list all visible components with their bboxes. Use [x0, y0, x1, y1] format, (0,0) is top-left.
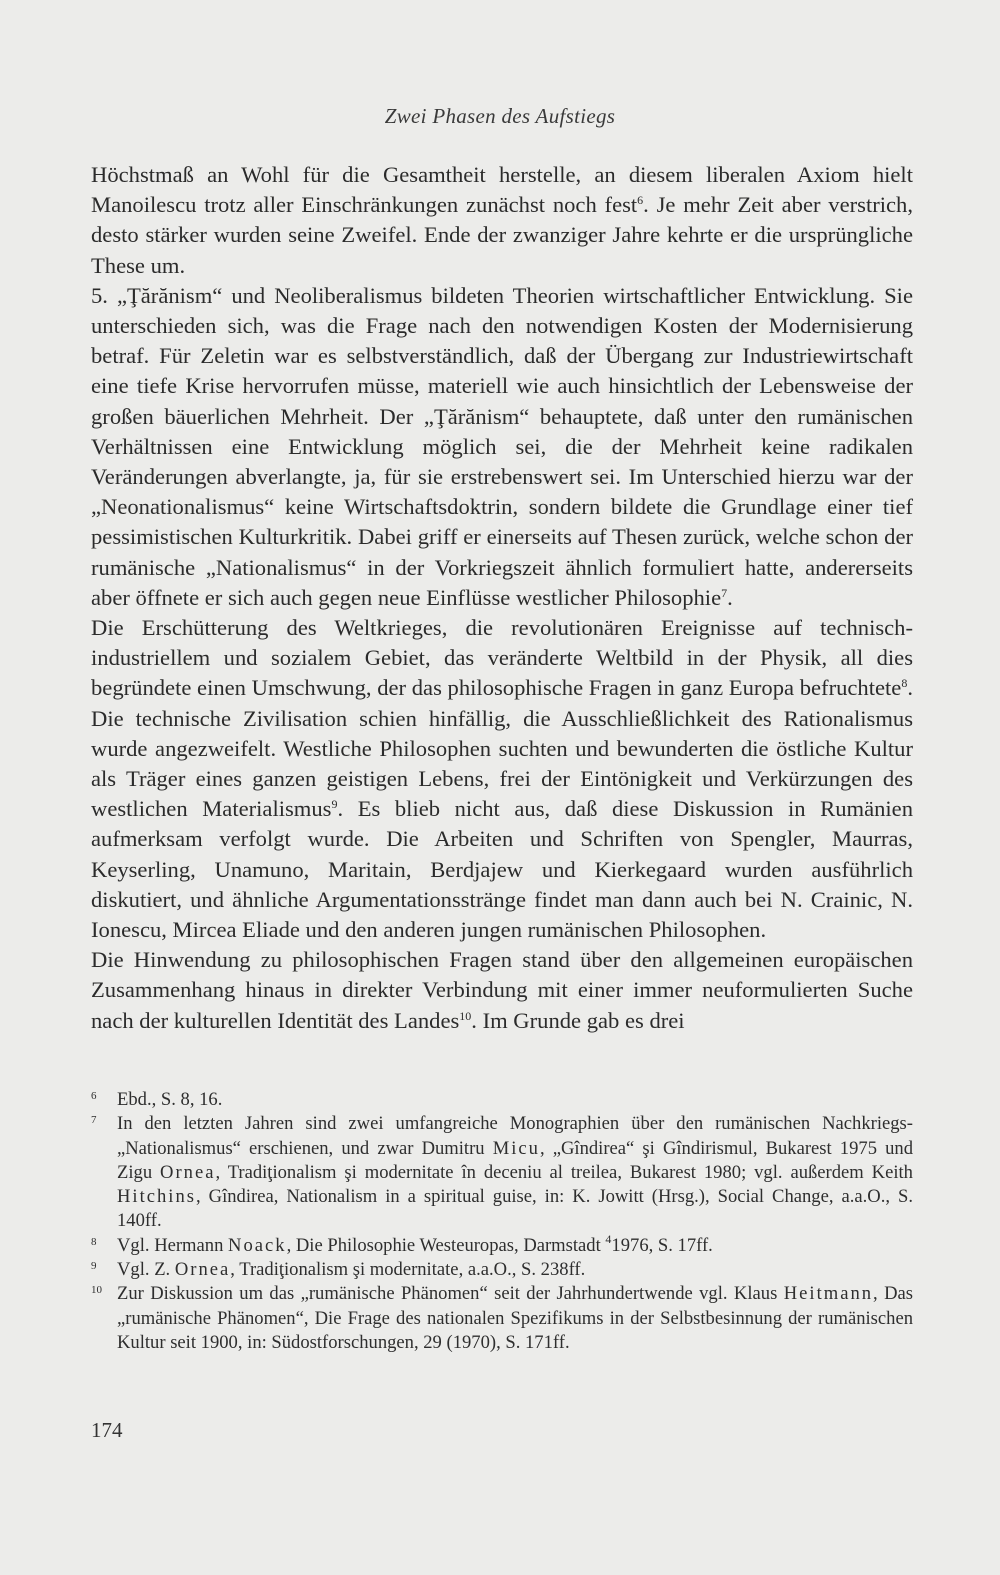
page-number: 174: [91, 1418, 123, 1442]
paragraph: [91, 281, 913, 613]
text-run: Höchstmaß an Wohl für die Gesamtheit herstelle, an diesem liberalen Axiom hielt Manoilescu trotz aller Einschränkungen zunächst noch fest: [91, 162, 913, 218]
text-run: In den letzten Jahren sind zwei umfangreiche Monographien über den rumänischen Nachkriegs-„Nationalismus“ erschienen, und zwar Dumitru: [117, 1113, 913, 1159]
footnote-marker: 10: [459, 1008, 472, 1023]
text-run: . Es blieb nicht aus, daß diese Diskussion in Rumänien aufmerksam verfolgt wurde. Die Arbeiten und Schriften von Spengler, Maurras, Keyserling, Unamuno, Maritain, Berdjajew und Kierkegaard wurden ausführlich diskutiert, und ähnliche Argumentationsstränge findet man dann auch bei N. Crainic, N. Ionescu, Mircea Eliade und den anderen jungen rumänischen Philosophen.: [91, 796, 913, 943]
footnote-marker: 9: [331, 797, 338, 812]
footnote-text: [117, 1231, 913, 1258]
text-run: . Im Grunde gab es drei: [471, 1007, 685, 1033]
text-run: Die Hinwendung zu philosophischen Fragen stand über den allgemeinen europäischen Zusammenhang hinaus in direkter Verbindung mit einer immer neuformulierten Suche nach der kulturellen Identität des Landes: [91, 947, 913, 1033]
footnote-text: [117, 1112, 913, 1233]
author-name: Micu: [492, 1137, 540, 1159]
footnote-marker: 8: [901, 676, 908, 691]
footnote-number: 6: [91, 1090, 97, 1102]
body-text: [91, 160, 913, 1036]
text-run: , „Gîndirea“ şi Gîndirismul, Bukarest 1975 und Zigu: [117, 1137, 913, 1183]
author-name: Heitmann: [783, 1283, 874, 1305]
author-name: Ornea: [160, 1161, 216, 1183]
text-run: 5. „Ţărănism“ und Neoliberalismus bildeten Theorien wirtschaftlicher Entwicklung. Sie unterschieden sich, was die Frage nach den notwendigen Kosten der Modernisierung betraf. Für Zeletin war es selbstverständlich, daß der Übergang zur Industriewirtschaft eine tiefe Krise hervorrufen müsse, materiell wie auch hinsichtlich der Lebensweise der großen bäuerlichen Mehrheit. Der „Ţărănism“ behauptete, daß unter den rumänischen Verhältnissen eine Entwicklung möglich sei, die der Mehrheit keine radikalen Veränderungen abverlangte, ja, für sie erstrebenswert sei. Im Unterschied hierzu war der „Neonationalismus“ keine Wirtschaftsdoktrin, sondern bildete die Grundlage einer tief pessimistischen Kulturkritik. Dabei griff er einerseits auf Thesen zurück, welche schon der rumänische „Nationalismus“ in der Vorkriegszeit ähnlich formuliert hatte, andererseits aber öffnete er sich auch gegen neue Einflüsse westlicher Philosophie: [91, 282, 913, 610]
author-name: Hitchins: [117, 1186, 197, 1208]
footnote-marker: 6: [637, 193, 644, 208]
running-head: Zwei Phasen des Aufstiegs: [384, 104, 616, 128]
text-run: , Die Philosophie Westeuropas, Darmstadt: [286, 1234, 606, 1256]
footnote-marker: 7: [721, 585, 728, 600]
text-run: Zur Diskussion um das „rumänische Phänomen“ seit der Jahrhundertwende vgl. Klaus: [117, 1283, 784, 1305]
text-run: , Gîndirea, Nationalism in a spiritual guise, in: K. Jowitt (Hrsg.), Social Change, a.a.O., S. 140ff.: [117, 1186, 913, 1232]
text-run: .: [727, 584, 733, 610]
author-name: Ornea: [174, 1259, 231, 1281]
footnote: [91, 1231, 913, 1258]
footnote-number: 8: [91, 1235, 97, 1248]
text-run: 1976, S. 17ff.: [611, 1234, 713, 1256]
author-name: Noack: [228, 1234, 287, 1256]
text-run: Die Erschütterung des Weltkrieges, die revolutionären Ereignisse auf technisch-industriellem und sozialem Gebiet, das veränderte Weltbild in der Physik, all dies begründete einen Umschwung, der das philosophische Fragen in ganz Europa befruchtete: [91, 615, 913, 701]
footnote-text: [117, 1088, 913, 1112]
text-run: . Die technische Zivilisation schien hinfällig, die Ausschließlichkeit des Rationalismus wurde angezweifelt. Westliche Philosophen suchten und bewunderten die östliche Kultur als Träger eines ganzen geistigen Lebens, frei der Eintönigkeit und Verkürzungen des westlichen Materialismus: [91, 675, 913, 822]
text-run: , Tradiţionalism şi modernitate, a.a.O., S. 238ff.: [230, 1259, 586, 1281]
footnote: [91, 1282, 913, 1355]
footnote: [91, 1112, 913, 1233]
text-run: . Je mehr Zeit aber verstrich, desto stärker wurden seine Zweifel. Ende der zwanziger Jahre kehrte er die ursprüngliche These um.: [91, 192, 913, 278]
text-run: , Das „rumänische Phänomen“, Die Frage des nationalen Spezifikums in der Selbstbesinnung der rumänischen Kultur seit 1900, in: Südostforschungen, 29 (1970), S. 171ff.: [117, 1283, 914, 1353]
paragraph: [91, 613, 913, 945]
paragraph: [91, 160, 913, 281]
text-run: Vgl. Hermann: [117, 1234, 229, 1256]
footnote-marker: 4: [605, 1231, 612, 1246]
footnote-text: [117, 1282, 913, 1355]
footnotes: [91, 1088, 913, 1355]
footnote: [91, 1258, 913, 1282]
footnote-number: 9: [91, 1260, 97, 1273]
footnote-text: [117, 1258, 913, 1282]
footnote-number: 7: [91, 1114, 97, 1127]
text-run: Vgl. Z.: [117, 1259, 175, 1281]
text-run: , Tradiţionalism şi modernitate în deceniu al treilea, Bukarest 1980; vgl. außerdem Keith: [215, 1161, 913, 1183]
text-run: Ebd., S. 8, 16.: [117, 1089, 223, 1110]
footnote: [91, 1088, 913, 1112]
footnote-number: 10: [91, 1284, 102, 1297]
paragraph: [91, 945, 913, 1036]
